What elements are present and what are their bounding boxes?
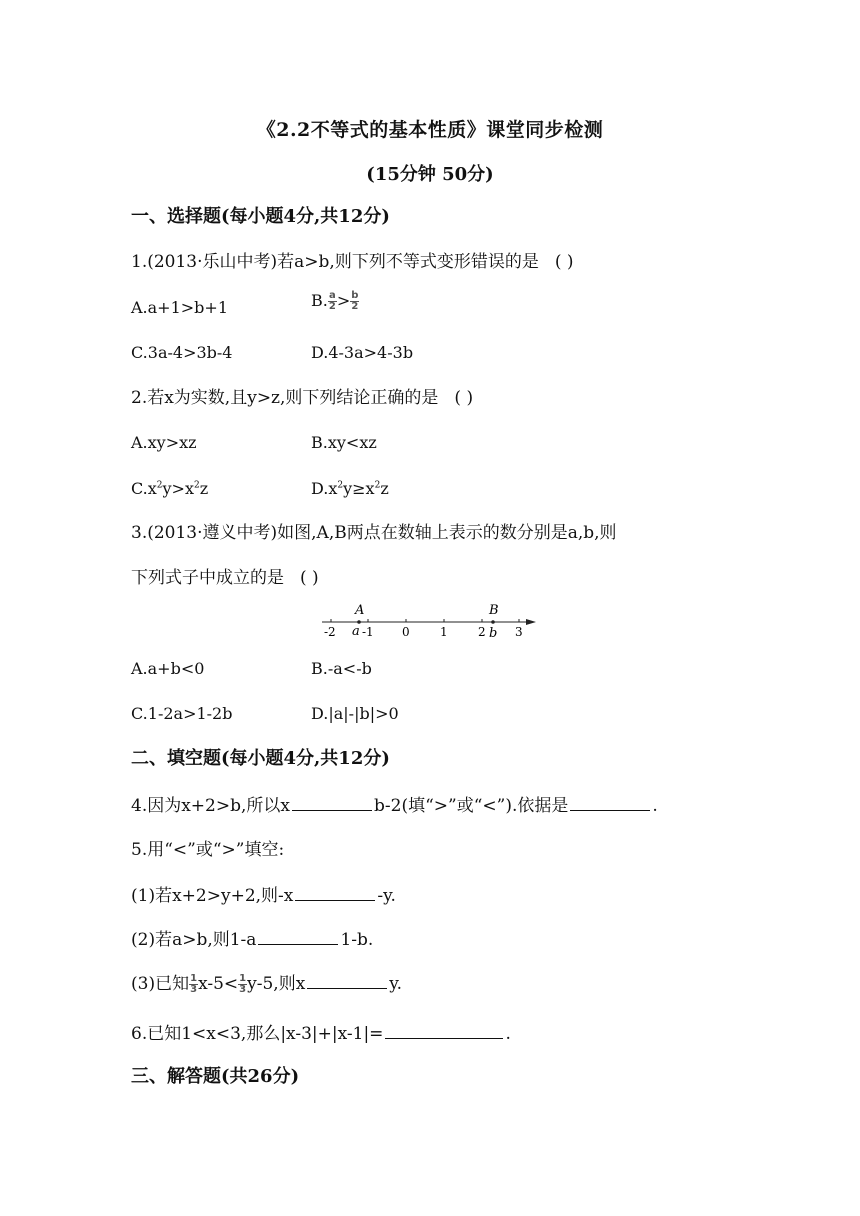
option-c: C.1-2a>1-2b xyxy=(131,704,233,723)
question-1 xyxy=(131,251,574,273)
answer-paren: ( ) xyxy=(300,568,319,588)
question-6: 6.已知1<x<3,那么|x-3|+|x-1|= . xyxy=(131,1024,511,1044)
fraction: $\frac{1}{3}$ xyxy=(190,973,198,995)
option-b: B. $\frac{a}{2}$ > $\frac{b}{2}$ xyxy=(311,290,359,312)
fraction: $\frac{b}{2}$ xyxy=(351,290,359,312)
section-heading-fill: 二、填空题(每小题4分,共12分) xyxy=(131,748,390,769)
tick-label: 0 xyxy=(402,625,410,639)
answer-blank[interactable] xyxy=(258,928,338,945)
answer-paren: ( ) xyxy=(554,252,574,272)
answer-blank[interactable] xyxy=(292,794,372,811)
tick-label: 2 xyxy=(478,625,486,639)
tick-label: 1 xyxy=(440,625,448,639)
var-b-label: b xyxy=(489,626,498,641)
point-a-label: A xyxy=(355,603,365,618)
tick-label: 3 xyxy=(515,625,523,639)
arrow-icon xyxy=(526,619,536,625)
question-5-part-3: (3)已知 $\frac{1}{3}$ x-5< $\frac{1}{3}$ y-5,则x y. xyxy=(131,973,403,995)
option-a: A.a+b<0 xyxy=(131,659,205,678)
question-2 xyxy=(131,387,473,409)
question-3-line-1: 3.(2013·遵义中考)如图,A,B两点在数轴上表示的数分别是a,b,则 xyxy=(131,523,617,543)
option-b: B.xy<xz xyxy=(311,433,377,452)
page-title: 《2.2不等式的基本性质》课堂同步检测 xyxy=(256,119,604,141)
section-heading-solve: 三、解答题(共26分) xyxy=(131,1066,300,1087)
answer-blank[interactable] xyxy=(570,794,650,811)
number-line-figure xyxy=(318,600,542,642)
point-b-label: B xyxy=(489,603,499,618)
question-4: 4.因为x+2>b,所以x b-2(填“>”或“<”).依据是 . xyxy=(131,796,658,816)
question-5-part-1: (1)若x+2>y+2,则-x -y. xyxy=(131,886,396,906)
option-a: A.a+1>b+1 xyxy=(131,298,228,317)
answer-blank[interactable] xyxy=(385,1022,503,1039)
answer-blank[interactable] xyxy=(295,884,375,901)
fraction: $\frac{a}{2}$ xyxy=(328,290,336,312)
fraction: $\frac{1}{3}$ xyxy=(239,973,247,995)
question-5: 5.用“<”或“>”填空: xyxy=(131,840,285,860)
question-5-part-2: (2)若a>b,则1-a 1-b. xyxy=(131,930,374,950)
page-subtitle: (15分钟 50分) xyxy=(366,164,494,185)
option-d: D.4-3a>4-3b xyxy=(311,343,414,362)
section-heading-choice: 一、选择题(每小题4分,共12分) xyxy=(131,206,390,227)
option-b: B.-a<-b xyxy=(311,659,372,678)
answer-blank[interactable] xyxy=(307,972,387,989)
tick-label: -2 xyxy=(324,625,336,639)
option-d: D.|a|-|b|>0 xyxy=(311,704,399,723)
option-c: C.3a-4>3b-4 xyxy=(131,343,233,362)
option-d: $D.x^2y\ge x^2z$ xyxy=(311,479,389,498)
option-c: $C.x^2y>x^2z$ xyxy=(131,479,209,498)
var-a-label: a xyxy=(352,624,360,639)
question-1-stem: 1.(2013·乐山中考)若a>b,则下列不等式变形错误的是 xyxy=(131,252,539,272)
question-2-stem: 2.若x为实数,且y>z,则下列结论正确的是 xyxy=(131,388,439,408)
point-b-dot xyxy=(491,620,495,624)
option-a: A.xy>xz xyxy=(131,433,197,452)
question-3-line-2: 下列式子中成立的是 ( ) xyxy=(131,568,319,588)
answer-paren: ( ) xyxy=(454,388,474,408)
tick-label: -1 xyxy=(362,625,374,639)
